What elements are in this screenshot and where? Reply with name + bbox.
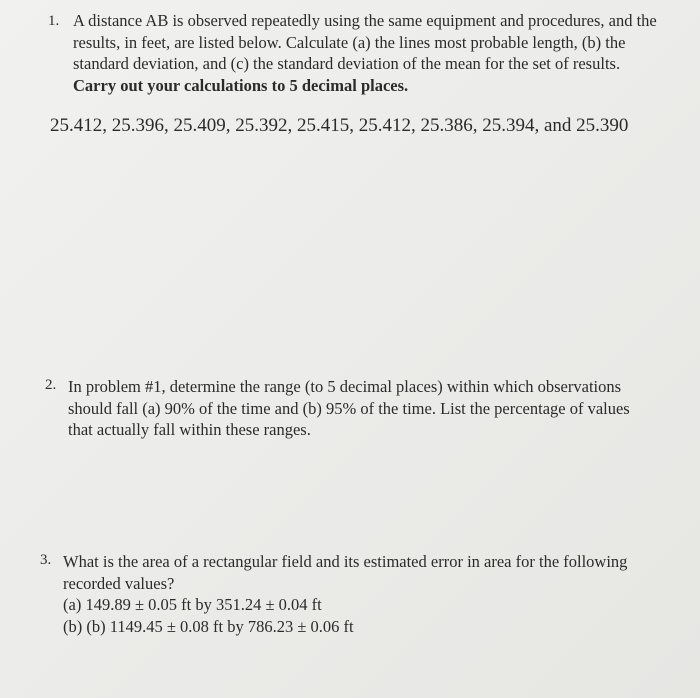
problem-3-text	[63, 551, 627, 637]
problem-1-line-3: standard deviation, and (c) the standard deviation of the mean for the set of results.	[73, 54, 621, 73]
problem-1-line-1: A distance AB is observed repeatedly using the same equipment and procedures, and the	[73, 11, 657, 30]
problem-3-line-1: What is the area of a rectangular field and its estimated error in area for the following	[63, 552, 628, 571]
problem-3-number: 3.	[40, 552, 52, 568]
problem-1-data-values: 25.412, 25.396, 25.409, 25.392, 25.415, 25.412, 25.386, 25.394, and 25.390	[50, 115, 629, 136]
problem-1-line-2: results, in feet, are listed below. Calculate (a) the lines most probable length, (b) the	[73, 32, 626, 52]
problem-3-part-b: (b) (b) 1149.45 ± 0.08 ft by 786.23 ± 0.06 ft	[63, 616, 354, 636]
problem-2-line-2: should fall (a) 90% of the time and (b) 95% of the time. List the percentage of values	[68, 398, 630, 418]
problem-2-number: 2.	[45, 377, 57, 393]
problem-3-part-a: (a) 149.89 ± 0.05 ft by 351.24 ± 0.04 ft	[63, 595, 322, 614]
problem-2-text	[68, 376, 630, 441]
problem-2-line-3: that actually fall within these ranges.	[68, 420, 311, 439]
problem-2-line-1: In problem #1, determine the range (to 5 decimal places) within which observations	[68, 377, 622, 396]
problem-1-text	[73, 10, 657, 96]
problem-1-number: 1.	[48, 13, 60, 29]
problem-3-line-2: recorded values?	[63, 573, 175, 593]
problem-1-instruction: Carry out your calculations to 5 decimal places.	[73, 75, 409, 95]
